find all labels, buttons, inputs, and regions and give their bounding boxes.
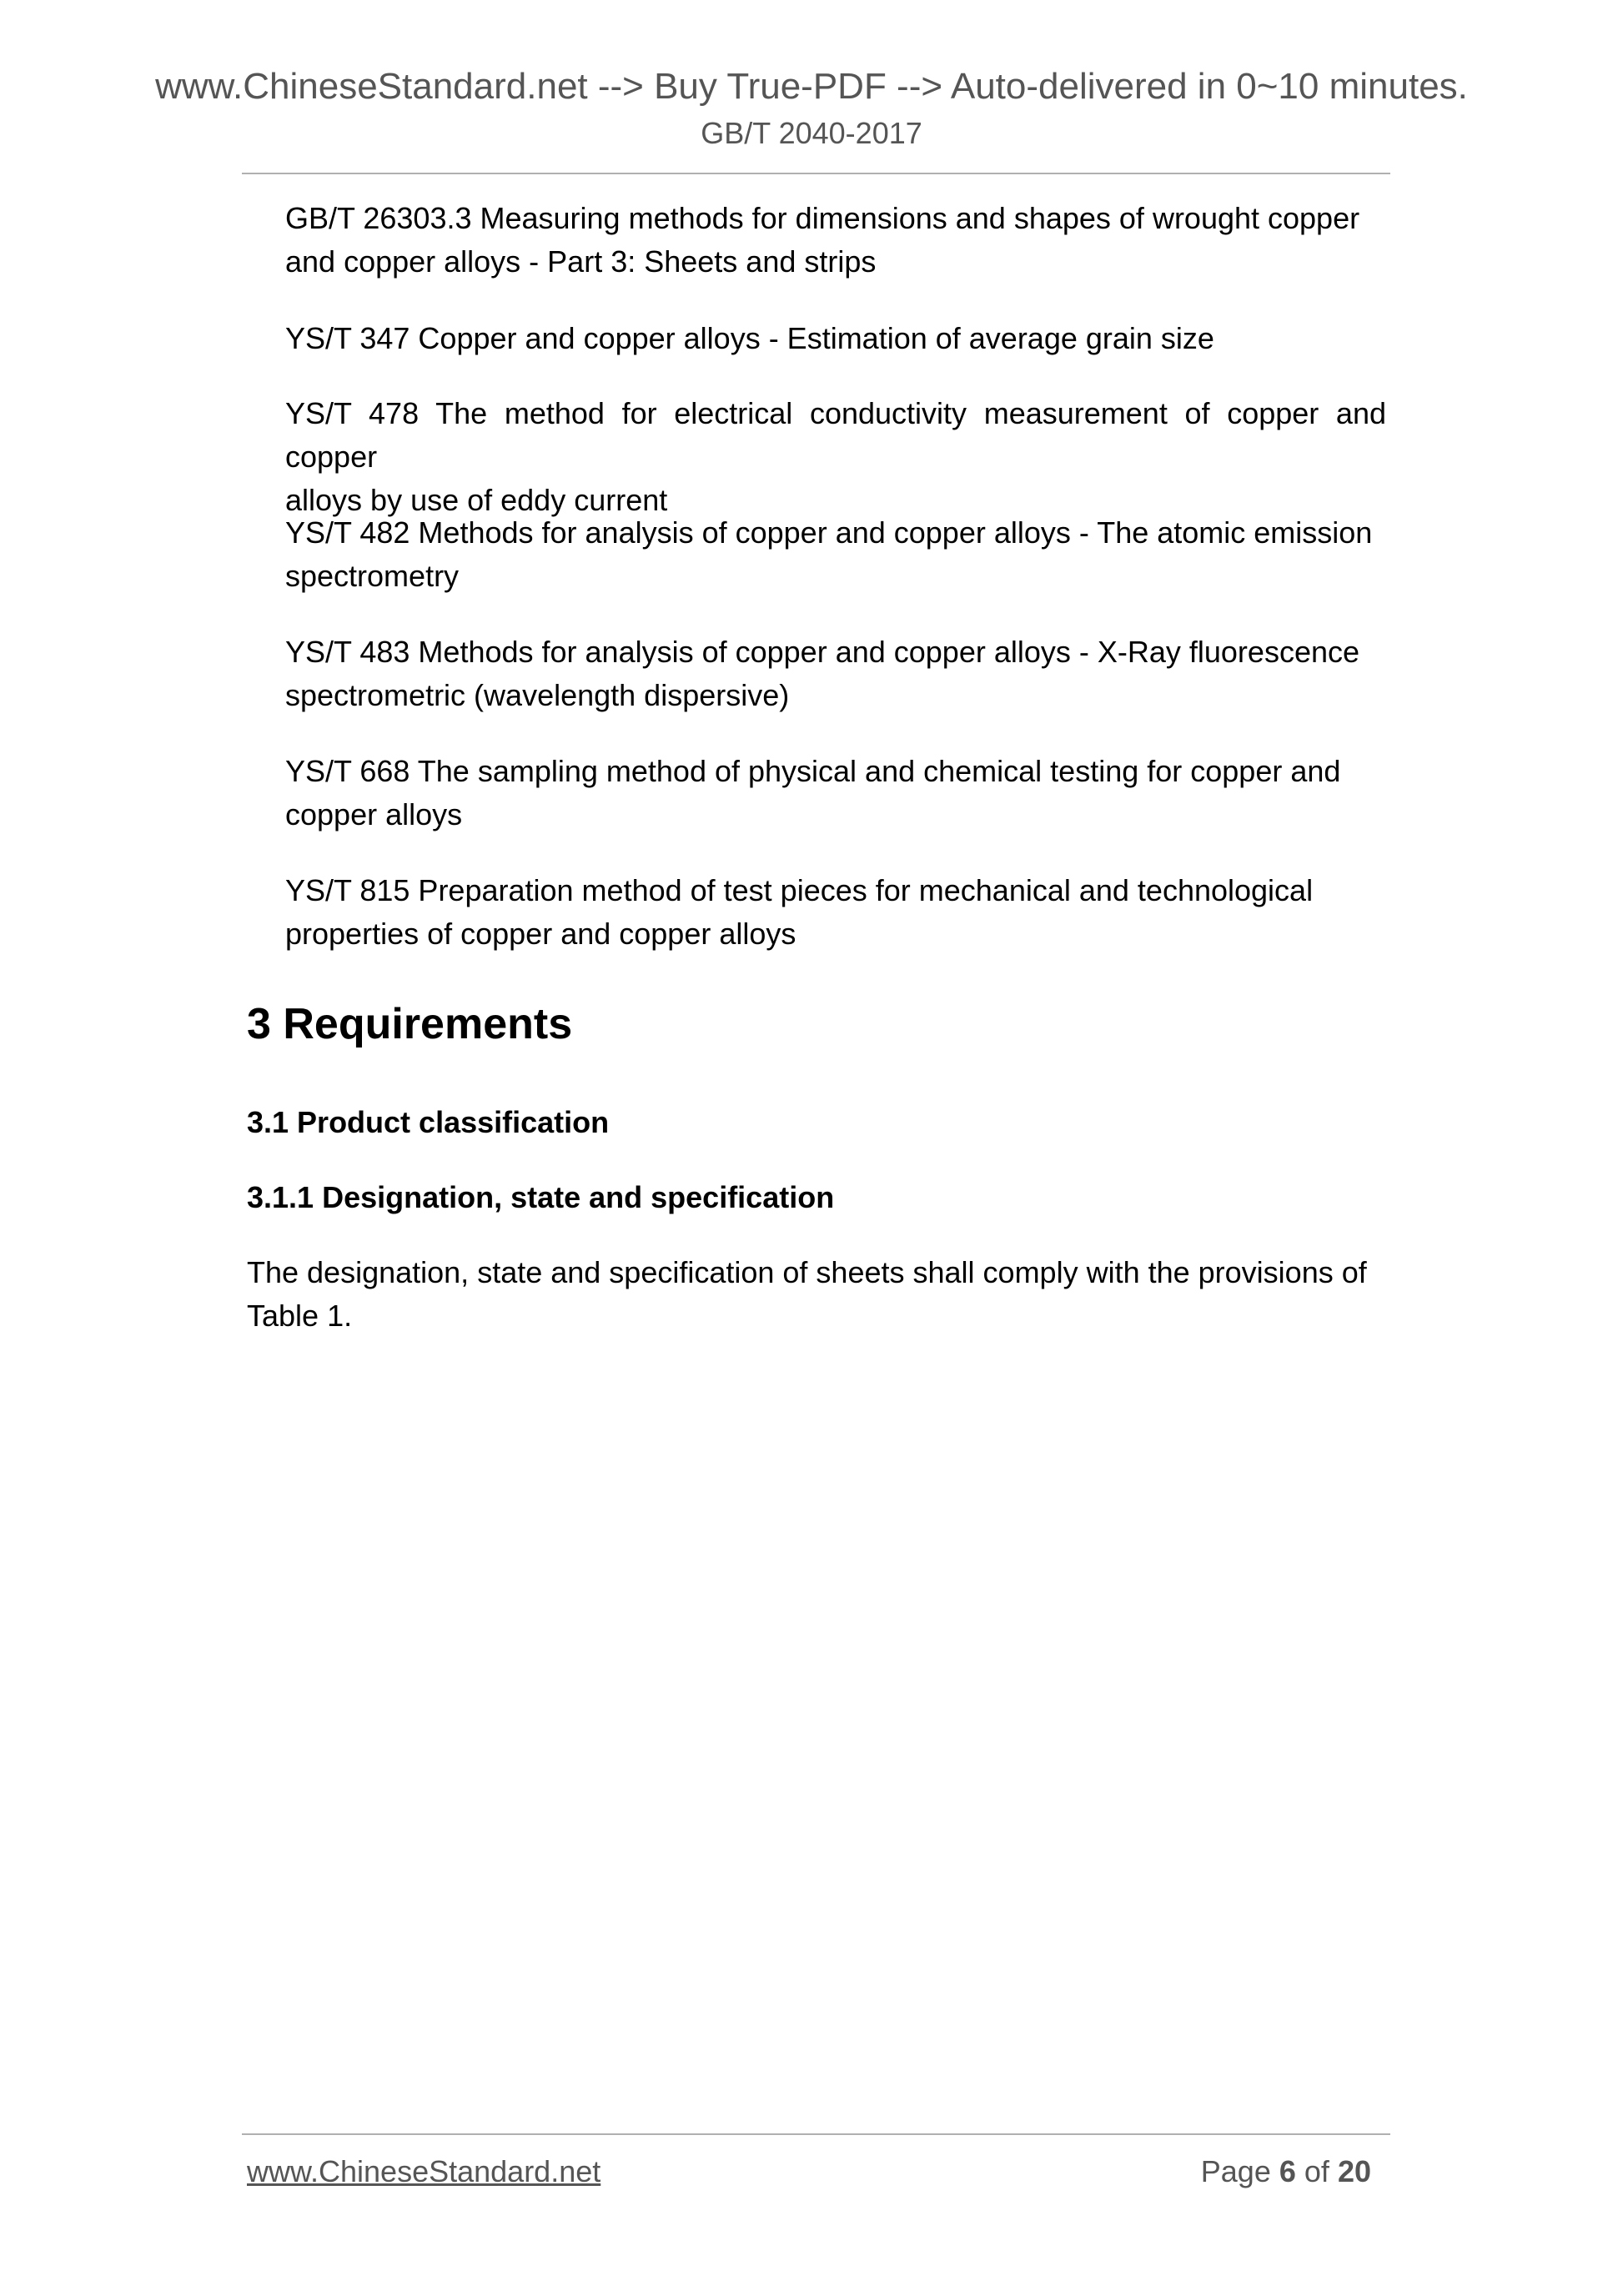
footer-website-link[interactable]: www.ChineseStandard.net xyxy=(247,2154,601,2188)
page-label: Page xyxy=(1200,2154,1271,2188)
body-line: The designation, state and specification of sheets shall comply with the provisions of xyxy=(247,1255,1367,1289)
reference-line: YS/T 478 The method for electrical conductivity measurement of copper and copper xyxy=(285,396,1386,474)
body-line: Table 1. xyxy=(247,1299,353,1333)
reference-item xyxy=(285,392,1386,522)
reference-item xyxy=(285,511,1386,598)
reference-line: and copper alloys - Part 3: Sheets and strips xyxy=(285,244,877,279)
reference-item xyxy=(285,869,1386,956)
page-number xyxy=(1201,2152,1371,2192)
document-code: GB/T 2040-2017 xyxy=(701,116,922,150)
reference-line: YS/T 668 The sampling method of physical and chemical testing for copper and xyxy=(285,754,1341,788)
footer-divider xyxy=(242,2133,1390,2135)
total-pages: 20 xyxy=(1337,2154,1371,2188)
header-divider xyxy=(242,173,1390,174)
reference-line: YS/T 815 Preparation method of test pieces for mechanical and technological xyxy=(285,873,1314,907)
reference-line: YS/T 482 Methods for analysis of copper and copper alloys - The atomic emission xyxy=(285,515,1373,550)
reference-line: GB/T 26303.3 Measuring methods for dimensions and shapes of wrought copper xyxy=(285,201,1360,235)
reference-line: YS/T 483 Methods for analysis of copper and copper alloys - X-Ray fluorescence xyxy=(285,635,1360,669)
page-of-label: of xyxy=(1304,2154,1329,2188)
current-page: 6 xyxy=(1279,2154,1296,2188)
subsubsection-heading: 3.1.1 Designation, state and specification xyxy=(247,1180,835,1214)
reference-line: alloys by use of eddy current xyxy=(285,483,668,517)
reference-item xyxy=(285,750,1386,837)
header-banner: www.ChineseStandard.net --> Buy True-PDF --> Auto-delivered in 0~10 minutes. xyxy=(155,66,1468,107)
section-heading: 3 Requirements xyxy=(247,1000,573,1048)
reference-line: spectrometric (wavelength dispersive) xyxy=(285,678,790,712)
reference-line: properties of copper and copper alloys xyxy=(285,917,796,951)
reference-item xyxy=(285,317,1386,360)
reference-line: copper alloys xyxy=(285,797,463,831)
body-paragraph xyxy=(247,1251,1386,1338)
reference-line: YS/T 347 Copper and copper alloys - Estimation of average grain size xyxy=(285,321,1214,355)
reference-item xyxy=(285,631,1386,717)
reference-item xyxy=(285,197,1386,284)
subsection-heading: 3.1 Product classification xyxy=(247,1105,610,1139)
reference-line: spectrometry xyxy=(285,559,460,593)
